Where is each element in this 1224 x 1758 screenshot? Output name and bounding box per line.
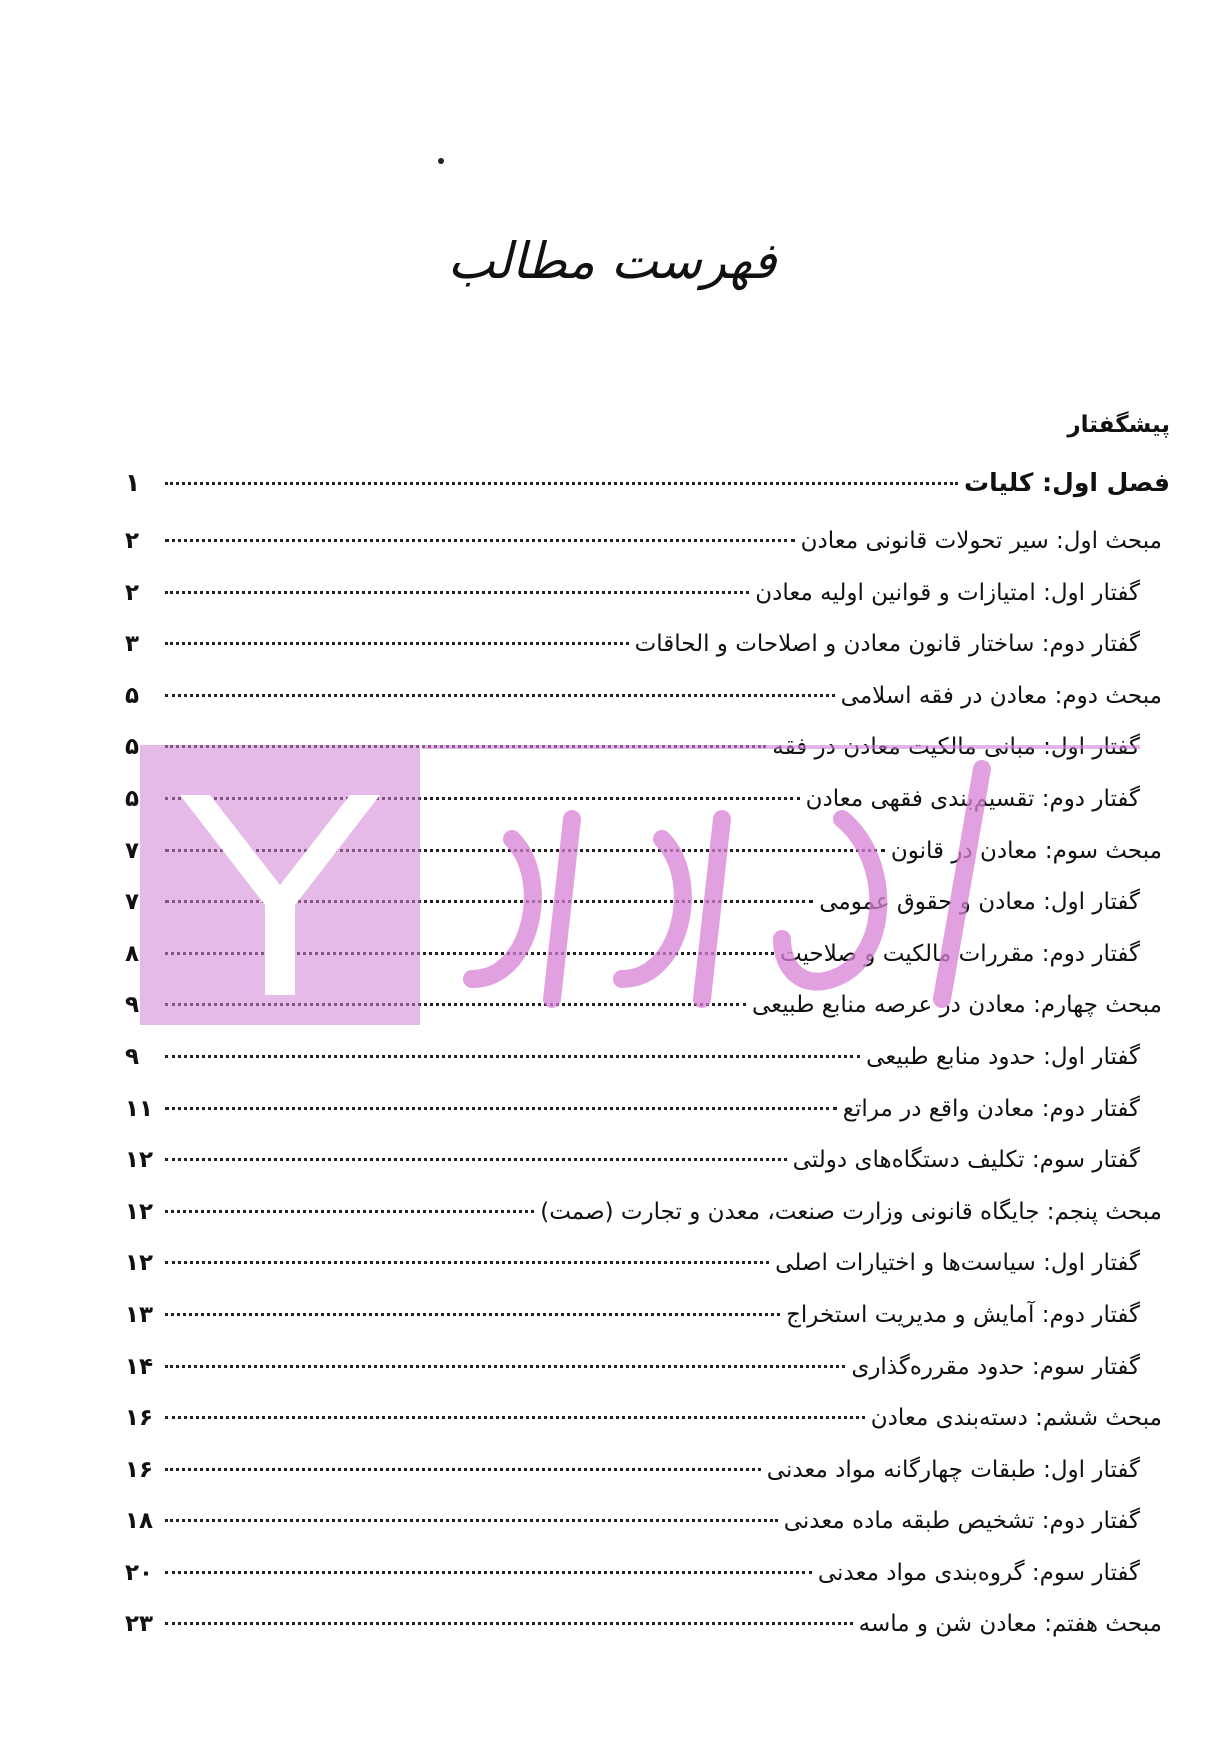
toc-entry-sub[interactable] — [125, 1238, 1170, 1290]
toc-entry-title: مبحث دوم: معادن در فقه اسلامی — [840, 682, 1162, 709]
dot-leader — [165, 1519, 778, 1522]
toc-entry-title: گفتار سوم: گروه‌بندی مواد معدنی — [817, 1559, 1140, 1586]
toc-entry-title: گفتار دوم: تشخیص طبقه ماده معدنی — [783, 1508, 1140, 1535]
toc-entry-page-number: ۳ — [125, 631, 140, 658]
toc-entry-section[interactable] — [125, 1187, 1170, 1239]
toc-entry-page-number: ۱۴ — [125, 1353, 154, 1380]
toc-entry-sub[interactable] — [125, 1548, 1170, 1600]
toc-entry-page-number: ۸ — [125, 940, 140, 967]
toc-entry-section[interactable] — [125, 1393, 1170, 1445]
toc-entry-title: گفتار اول: امتیازات و قوانین اولیه معادن — [755, 579, 1140, 606]
table-of-contents — [125, 400, 1170, 1651]
preface-heading[interactable]: پیشگفتار — [1067, 412, 1170, 438]
watermark-label: ادابازار — [722, 891, 751, 902]
toc-entry-sub[interactable] — [125, 1342, 1170, 1394]
toc-entry-page-number: ۹ — [125, 992, 140, 1019]
dot-leader — [165, 1416, 865, 1419]
toc-entry-chapter[interactable] — [125, 450, 1170, 516]
toc-entry-sub[interactable] — [125, 1135, 1170, 1187]
toc-entry-page-number: ۲ — [125, 579, 140, 606]
toc-entry-sub[interactable] — [125, 1032, 1170, 1084]
toc-entry-title: فصل اول: کلیات — [964, 468, 1170, 497]
dot-leader — [165, 745, 766, 748]
toc-entry-sub[interactable] — [125, 722, 1170, 774]
dot-leader — [165, 1365, 845, 1368]
dot-leader — [165, 1003, 746, 1006]
dot-leader — [165, 482, 958, 485]
dot-leader — [165, 1158, 787, 1161]
toc-entry-section[interactable] — [125, 671, 1170, 723]
toc-entry-page-number: ۱ — [125, 468, 141, 497]
dot-leader — [165, 539, 795, 542]
toc-entry-page-number: ۷ — [125, 837, 140, 864]
dot-leader — [165, 694, 835, 697]
toc-entry-title: گفتار اول: مبانی مالکیت معادن در فقه — [772, 734, 1140, 761]
dot-leader — [165, 1468, 761, 1471]
toc-entry-sub[interactable] — [125, 619, 1170, 671]
toc-entry-sub[interactable] — [125, 1445, 1170, 1497]
toc-entry-title: گفتار دوم: مقررات مالکیت و صلاحیت — [780, 940, 1140, 967]
dot-leader — [165, 952, 774, 955]
dot-leader — [165, 1313, 780, 1316]
toc-entries — [125, 450, 1170, 1651]
toc-entry-page-number: ۱۶ — [125, 1456, 154, 1483]
toc-entry-section[interactable] — [125, 980, 1170, 1032]
toc-entry-title: مبحث چهارم: معادن در عرصه منابع طبیعی — [751, 992, 1162, 1019]
toc-entry-title: گفتار دوم: تقسیم‌بندی فقهی معادن — [805, 785, 1140, 812]
toc-entry-title: گفتار اول: حدود منابع طبیعی — [866, 1043, 1140, 1070]
toc-entry-page-number: ۵ — [125, 682, 140, 709]
toc-entry-section[interactable] — [125, 1599, 1170, 1651]
toc-entry-sub[interactable] — [125, 1496, 1170, 1548]
dot-leader — [165, 1622, 853, 1625]
toc-entry-title: گفتار سوم: حدود مقرره‌گذاری — [851, 1353, 1140, 1380]
toc-entry-sub[interactable] — [125, 877, 1170, 929]
toc-entry-title: گفتار دوم: معادن واقع در مراتع — [842, 1095, 1140, 1122]
toc-entry-title: گفتار اول: سیاست‌ها و اختیارات اصلی — [775, 1250, 1140, 1277]
dot-leader — [165, 1107, 837, 1110]
toc-entry-sub[interactable] — [125, 568, 1170, 620]
toc-entry-page-number: ۲۰ — [125, 1559, 154, 1586]
dot-leader — [165, 900, 813, 903]
dot-leader — [165, 642, 629, 645]
toc-entry-sub[interactable] — [125, 1084, 1170, 1136]
toc-entry-page-number: ۱۱ — [125, 1095, 154, 1122]
toc-entry-sub[interactable] — [125, 1290, 1170, 1342]
decorative-dot — [438, 158, 444, 164]
dot-leader — [165, 1210, 534, 1213]
page-title: فهرست مطالب — [447, 232, 777, 290]
toc-entry-page-number: ۵ — [125, 785, 140, 812]
toc-entry-title: گفتار اول: معادن و حقوق عمومی — [819, 889, 1140, 916]
toc-entry-page-number: ۱۲ — [125, 1147, 154, 1174]
toc-entry-page-number: ۱۸ — [125, 1508, 154, 1535]
toc-entry-title: مبحث اول: سیر تحولات قانونی معادن — [800, 528, 1162, 554]
toc-entry-page-number: ۱۲ — [125, 1198, 154, 1225]
dot-leader — [165, 1571, 812, 1574]
toc-entry-title: گفتار اول: طبقات چهارگانه مواد معدنی — [766, 1456, 1140, 1483]
toc-entry-sub[interactable] — [125, 774, 1170, 826]
toc-entry-page-number: ۲ — [125, 528, 140, 554]
toc-entry-page-number: ۲۳ — [125, 1611, 154, 1638]
dot-leader — [165, 797, 800, 800]
toc-entry-title: گفتار دوم: ساختار قانون معادن و اصلاحات و الحاقات — [634, 631, 1140, 658]
toc-entry-page-number: ۱۳ — [125, 1301, 154, 1328]
toc-entry-section[interactable] — [125, 516, 1170, 568]
toc-entry-title: مبحث هفتم: معادن شن و ماسه — [858, 1611, 1162, 1638]
toc-entry-page-number: ۱۶ — [125, 1405, 154, 1432]
dot-leader — [165, 1055, 860, 1058]
toc-entry-page-number: ۷ — [125, 889, 140, 916]
toc-entry-title: مبحث سوم: معادن در قانون — [890, 837, 1162, 864]
toc-entry-section[interactable] — [125, 826, 1170, 878]
toc-entry-page-number: ۱۲ — [125, 1250, 154, 1277]
toc-entry-page-number: ۵ — [125, 734, 140, 761]
toc-entry-title: گفتار دوم: آمایش و مدیریت استخراج — [786, 1301, 1140, 1328]
dot-leader — [165, 591, 749, 594]
toc-entry-title: مبحث ششم: دسته‌بندی معادن — [870, 1405, 1162, 1432]
toc-entry-title: گفتار سوم: تکلیف دستگاه‌های دولتی — [792, 1147, 1140, 1174]
dot-leader — [165, 1261, 769, 1264]
dot-leader — [165, 849, 885, 852]
toc-entry-sub[interactable] — [125, 929, 1170, 981]
toc-entry-page-number: ۹ — [125, 1043, 140, 1070]
toc-entry-title: مبحث پنجم: جایگاه قانونی وزارت صنعت، معدن و تجارت (صمت) — [540, 1198, 1162, 1225]
